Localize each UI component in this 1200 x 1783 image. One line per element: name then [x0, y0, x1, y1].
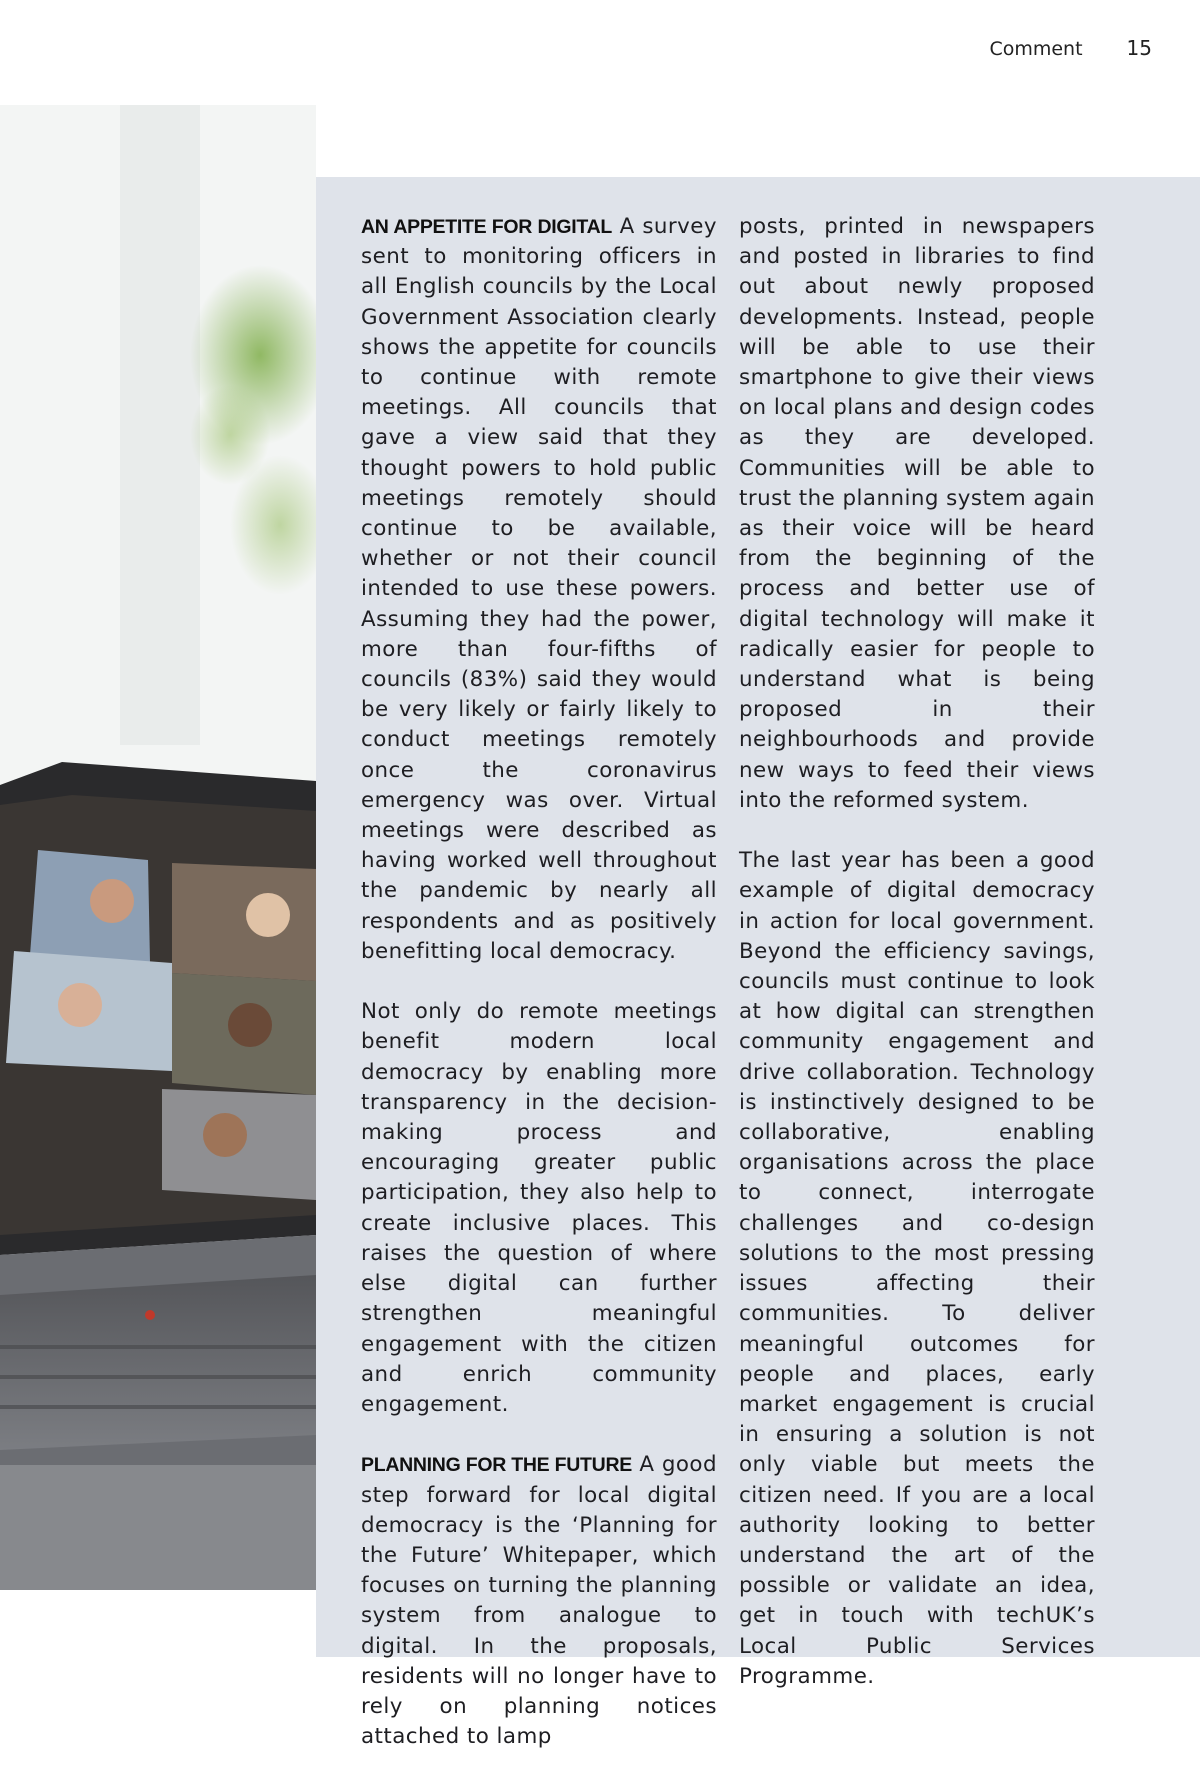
laptop-video-call-photo: [0, 105, 316, 1590]
paragraph-text: posts, printed in newspapers and posted in libraries to find out about newly proposed developments. Instead, people will be able to use their smartphone to give their views on local plans and design codes as they are developed. Communities will be able to trust the planning system again as their voice will be heard from the beginning of the process and better use of digital technology will make it radically easier for people to understand what is being proposed in their neighbourhoods and provide new ways to feed their views into the reformed system.: [739, 214, 1095, 813]
section-label: Comment: [989, 38, 1083, 60]
paragraph: [361, 1450, 717, 1752]
paragraph: [361, 997, 717, 1420]
paragraph-text: The last year has been a good example of digital democracy in action for local government. Beyond the efficiency savings, councils must continue to look at how digital can strengthen community engagement and drive collaboration. Technology is instinctively designed to be collaborative, enabling organisations across the place to connect, interrogate challenges and co-design solutions to the most pressing issues affecting their communities. To deliver meaningful outcomes for people and places, early market engagement is crucial in ensuring a solution is not only viable but meets the citizen need. If you are a local authority looking to better understand the art of the possible or validate an idea, get in touch with techUK’s Local Public Services Programme.: [739, 848, 1095, 1689]
article-column-right: [739, 212, 1095, 1722]
paragraph-text: A survey sent to monitoring officers in all English councils by the Local Government Association clearly shows the appetite for councils to continue with remote meetings. All councils that gave a view said that they thought powers to hold public meetings remotely should continue to be available, whether or not their council intended to use these powers. Assuming they had the power, more than four-fifths of councils (83%) said they would be very likely or fairly likely to conduct meetings remotely once the coronavirus emergency was over. Virtual meetings were described as having worked well throughout the pandemic by nearly all respondents and as positively benefitting local democracy.: [361, 214, 717, 964]
paragraph: [739, 212, 1095, 816]
page-header: [989, 36, 1152, 60]
paragraph-text: A good step forward for local digital democracy is the ‘Planning for the Future’ Whitepaper, which focuses on turning the planning system from analogue to digital. In the proposals, residents will no longer have to rely on planning notices attached to lamp: [361, 1452, 717, 1750]
paragraph-text: Not only do remote meetings benefit modern local democracy by enabling more transparency in the decision-making process and encouraging greater public participation, they also help to create inclusive places. This raises the question of where else digital can further strengthen meaningful engagement with the citizen and enrich community engagement.: [361, 999, 717, 1417]
page-number: 15: [1126, 36, 1152, 60]
paragraph: [739, 846, 1095, 1692]
section-heading: AN APPETITE FOR DIGITAL: [361, 216, 612, 238]
article-column-left: [361, 212, 717, 1783]
section-heading: PLANNING FOR THE FUTURE: [361, 1454, 632, 1477]
paragraph: [361, 212, 717, 967]
